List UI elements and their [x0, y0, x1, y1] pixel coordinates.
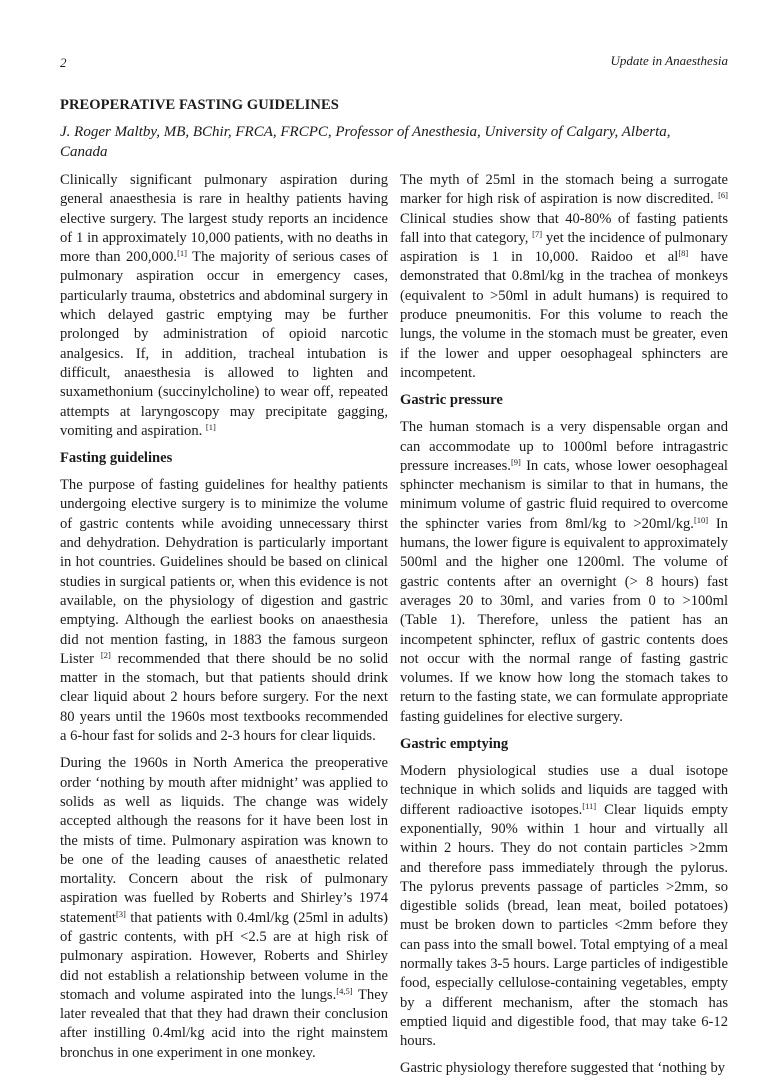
- citation: [1]: [205, 421, 216, 432]
- citation: [8]: [678, 248, 689, 259]
- journal-title: Update in Anaesthesia: [610, 53, 728, 68]
- citation: [9]: [510, 456, 521, 467]
- page-number: 2: [60, 55, 67, 70]
- pressure-paragraph: The human stomach is a very dispensable organ and can accommodate up to 1000ml before intragastric pressure increases.[9] In cats, whose lower oesophageal sphincter mechanism is similar to that in humans, the minimum volume of gastric fluid required to overcome the sphincter varies from 8ml/kg to >20ml/kg.[10] In humans, the lower figure is equivalent to approximately 500ml and the higher one 1200ml. The volume of gastric contents after an overnight (> 8 hours) fast averages 20 to 30ml, and varies from 0 to >100ml (Table 1). Therefore, unless the patient has an incompetent sphincter, reflux of gastric contents does not occur with the normal range of fasting gastric volumes. If we know how long the stomach takes to return to the fasting state, we can formulate appropriate fasting guidelines for elective surgery.: [400, 419, 728, 725]
- section-heading-gastric-emptying: Gastric emptying: [400, 736, 509, 753]
- article-title: PREOPERATIVE FASTING GUIDELINES: [60, 97, 339, 113]
- right-column: [400, 171, 728, 1087]
- citation: [3]: [115, 908, 126, 919]
- myth-paragraph: The myth of 25ml in the stomach being a surrogate marker for high risk of aspiration is now discredited. [6] Clinical studies show that 40-80% of fasting patients fall into that category, [7] yet the incidence of pulmonary aspiration is 1 in 10,000. Raidoo et al[8] have demonstrated that 0.8ml/kg in the trachea of monkeys (equivalent to >50ml in adult humans) is required to produce pneumonitis. For this volume to reach the lungs, the volume in the stomach must be greater, even if the lower and upper oesophageal sphincters are incompetent.: [400, 172, 728, 381]
- left-column: [60, 171, 388, 1071]
- emptying-paragraph: Modern physiological studies use a dual isotope technique in which solids and liquids are tagged with different radioactive isotopes.[11] Clear liquids empty exponentially, 90% within 1 hour and virtually all within 2 hours. They do not contain particles >2mm and therefore pass immediately through the pylorus. The pylorus prevents passage of particles >2mm, so digestible solids (bread, lean meat, boiled potatoes) must be broken down to particles <2mm before they can pass into the small bowel. Total emptying of a meal normally takes 3-5 hours. Large particles of indigestible food, especially cellulose-containing vegetables, empty by a different mechanism, after the stomach has emptied liquid and digestible food, that may take 6-12 hours.: [400, 763, 728, 1050]
- article-authors: J. Roger Maltby, MB, BChir, FRCA, FRCPC, Professor of Anesthesia, University of Calgary, Alberta, Canada: [60, 124, 671, 160]
- history-paragraph: During the 1960s in North America the preoperative order ‘nothing by mouth after midnight’ was applied to solids as well as liquids. The change was widely accepted although the reasons for it have been lost in the mists of time. Pulmonary aspiration was known to be one of the leading causes of anaesthetic related mortality. Concern about the risk of pulmonary aspiration was fuelled by Roberts and Shirley’s 1974 statement[3] that patients with 0.4ml/kg (25ml in adults) of gastric contents, with pH <2.5 are at high risk of pulmonary aspiration. However, Roberts and Shirley did not establish a relationship between volume in the stomach and volume aspirated into the lungs.[4,5] They later revealed that that they had drawn their conclusion after instilling 0.4ml/kg acid into the right mainstem bronchus in one experiment in one monkey.: [60, 755, 388, 1061]
- citation: [11]: [582, 800, 597, 811]
- fasting-paragraph: The purpose of fasting guidelines for healthy patients undergoing elective surgery is to minimize the volume of gastric contents while avoiding unnecessary thirst and dehydration. Dehydration is particularly important in hot countries. Guidelines should be based on clinical studies in surgical patients or, when this evidence is not available, on the physiology of digestion and gastric emptying. Although the earliest books on anaesthesia did not mention fasting, in 1883 the famous surgeon Lister [2] recommended that there should be no solid matter in the stomach, but that patients should drink clear liquid about 2 hours before surgery. For the next 80 years until the 1960s most textbooks recommended a 6-hour fast for solids and 2-3 hours for clear liquids.: [60, 477, 388, 745]
- citation: [10]: [693, 514, 709, 525]
- citation: [2]: [100, 649, 111, 660]
- physiology-paragraph: Gastric physiology therefore suggested that ‘nothing by: [400, 1060, 726, 1077]
- citation: [4,5]: [336, 985, 353, 996]
- citation: [1]: [177, 248, 187, 259]
- citation: [7]: [532, 228, 543, 239]
- citation: [6]: [718, 190, 728, 201]
- intro-paragraph: Clinically significant pulmonary aspiration during general anaesthesia is rare in healthy patients having elective surgery. The largest study reports an incidence of 1 in approximately 10,000 patients, with no deaths in more than 200,000.[1] The majority of serious cases of pulmonary aspiration occur in emergency cases, particularly trauma, obstetrics and abdominal surgery in which delayed gastric emptying may be further prolonged by administration of opioid narcotic analgesics. If, in addition, tracheal intubation is difficult, anaesthesia is allowed to lighten and suxamethonium (succinylcholine) to wear off, repeated attempts at laryngoscopy may precipitate gagging, vomiting and aspiration. [1]: [60, 172, 388, 439]
- section-heading-gastric-pressure: Gastric pressure: [400, 392, 503, 409]
- section-heading-fasting-guidelines: Fasting guidelines: [60, 450, 173, 467]
